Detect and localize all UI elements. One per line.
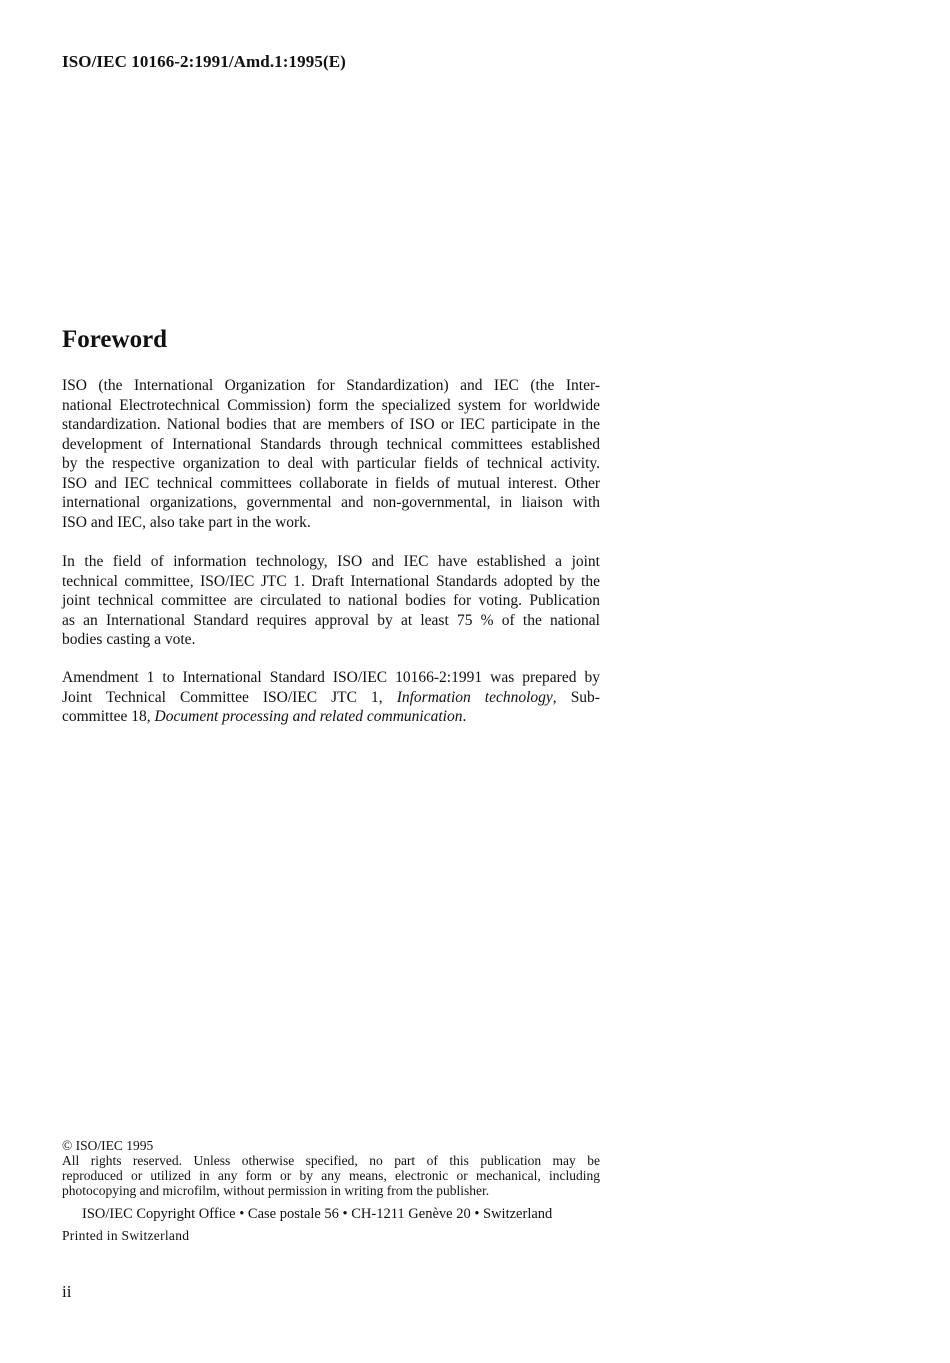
text-line — [62, 707, 600, 727]
foreword-paragraph-1 — [62, 376, 600, 532]
committee-title-italic: Information technology — [396, 688, 553, 706]
text-line: In the field of information technology, ISO and IEC have established a joint — [62, 553, 600, 570]
foreword-heading: Foreword — [62, 326, 168, 353]
text-line: Amendment 1 to International Standard ISO/IEC 10166-2:1991 was prepared by — [62, 669, 600, 686]
text-line: ISO and IEC technical committees collaborate in fields of mutual interest. Other — [62, 474, 600, 492]
text-line: joint technical committee are circulated to national bodies for voting. Publication — [62, 592, 600, 609]
page-number: ii — [62, 1282, 72, 1301]
copyright-notice: © ISO/IEC 1995 — [62, 1138, 154, 1153]
document-identifier: ISO/IEC 10166-2:1991/Amd.1:1995(E) — [62, 52, 346, 71]
text-line: ISO and IEC, also take part in the work. — [62, 513, 311, 531]
text-segment: . — [462, 708, 467, 725]
text-line: by the respective organization to deal with particular fields of technical activity. — [62, 455, 600, 472]
text-line: as an International Standard requires approval by at least 75 % of the national — [62, 611, 600, 629]
text-line: international organizations, governmental and non-governmental, in liaison with — [62, 494, 600, 511]
text-line: standardization. National bodies that are members of ISO or IEC participate in the — [62, 416, 600, 433]
rights-line: All rights reserved. Unless otherwise specified, no part of this publication may be — [62, 1153, 600, 1168]
copyright-office-address: ISO/IEC Copyright Office • Case postale 56 • CH-1211 Genève 20 • Switzerland — [82, 1206, 553, 1222]
text-line: development of International Standards through technical committees established — [62, 435, 600, 453]
printed-in: Printed in Switzerland — [62, 1228, 190, 1243]
foreword-paragraph-3 — [62, 668, 600, 727]
copyright-block — [62, 1138, 600, 1198]
rights-line: photocopying and microfilm, without permission in writing from the publisher. — [62, 1183, 490, 1198]
text-line: national Electrotechnical Commission) form the specialized system for worldwide — [62, 396, 600, 414]
text-segment: committee 18, — [62, 708, 155, 725]
rights-line: reproduced or utilized in any form or by any means, electronic or mechanical, including — [62, 1168, 600, 1183]
text-line: bodies casting a vote. — [62, 631, 196, 648]
text-segment: , Sub- — [552, 688, 600, 706]
text-line: technical committee, ISO/IEC JTC 1. Draft International Standards adopted by the — [62, 572, 600, 590]
text-line — [62, 688, 600, 708]
text-segment: Joint Technical Committee ISO/IEC JTC 1, — [62, 688, 397, 706]
text-line: ISO (the International Organization for Standardization) and IEC (the Inter- — [62, 377, 600, 394]
foreword-paragraph-2 — [62, 552, 600, 650]
subcommittee-title-italic: Document processing and related communication — [154, 708, 463, 725]
